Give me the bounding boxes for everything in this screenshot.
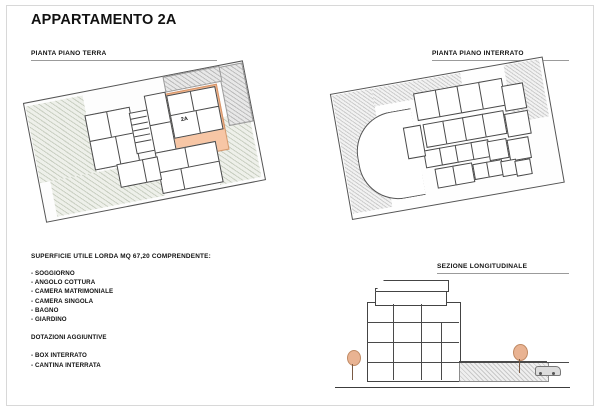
extras-heading: DOTAZIONI AGGIUNTIVE xyxy=(31,334,107,342)
tree-trunk xyxy=(352,364,353,380)
ground-floor-section-label: PIANTA PIANO TERRA xyxy=(31,50,107,57)
longitudinal-section-rule xyxy=(437,273,569,274)
room-item: - GIARDINO xyxy=(31,316,67,324)
room-item: - ANGOLO COTTURA xyxy=(31,279,96,287)
specifications-block xyxy=(31,253,291,370)
page-title: APPARTAMENTO 2A xyxy=(31,12,177,28)
partition-2 xyxy=(421,304,422,380)
basement-plan-drawing xyxy=(330,62,568,222)
ground-line xyxy=(335,387,570,388)
ground-floor-plan-body xyxy=(12,44,282,244)
garage-box xyxy=(501,82,527,111)
tree-trunk xyxy=(519,359,520,373)
ground-floor-plan-drawing xyxy=(25,66,270,222)
car-wheel xyxy=(552,372,555,375)
surface-heading: SUPERFICIE UTILE LORDA MQ 67,20 COMPRENDENTE: xyxy=(31,253,211,260)
room-item: - SOGGIORNO xyxy=(31,270,75,277)
extra-item: - BOX INTERRATO xyxy=(31,352,87,360)
extra-item: - CANTINA INTERRATA xyxy=(31,361,101,369)
unit-2a-label: 2A xyxy=(180,115,189,124)
basement-plan-body xyxy=(318,43,580,242)
room-item: - CAMERA MATRIMONIALE xyxy=(31,288,114,296)
longitudinal-section-label: SEZIONE LONGITUDINALE xyxy=(437,263,528,270)
cellar-unit xyxy=(514,158,533,177)
room-c4 xyxy=(195,106,223,134)
garage-box xyxy=(504,110,532,138)
tree-canopy xyxy=(513,344,528,361)
floor-slab-3 xyxy=(367,362,459,363)
spacer xyxy=(31,324,291,333)
section-roof xyxy=(375,280,449,292)
floor-slab-1 xyxy=(367,322,459,323)
longitudinal-section-drawing xyxy=(335,278,570,396)
basement-section-label: PIANTA PIANO INTERRATO xyxy=(432,50,524,57)
floor-slab-2 xyxy=(367,342,459,343)
car-wheel xyxy=(539,372,542,375)
room-item: - BAGNO xyxy=(31,306,59,314)
partition-1 xyxy=(393,304,394,380)
tree-canopy xyxy=(347,350,361,366)
spacer xyxy=(31,342,291,351)
terrain-line-right xyxy=(459,362,569,363)
room-item: - CAMERA SINGOLA xyxy=(31,297,94,305)
partition-3 xyxy=(441,322,442,380)
